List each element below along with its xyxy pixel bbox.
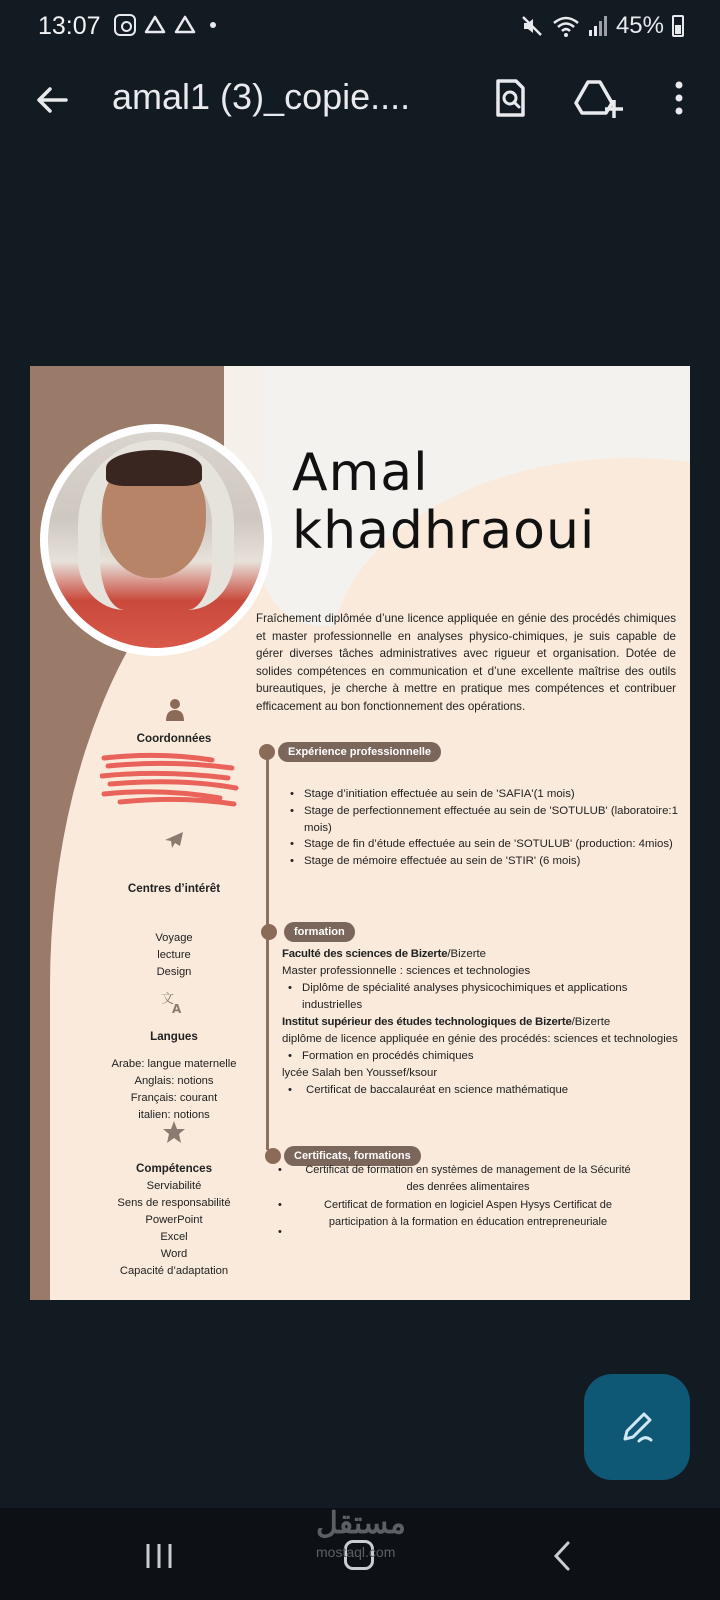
certificates-section: • Certificat de formation en systèmes de management de la Sécurité des denrées alimentaires • Certificat de formation en logiciel Aspen Hysys Certificat de participation à la formation en éducation entrepreneuriale • [278, 1162, 638, 1230]
degree-bullet: • Formation en procédés chimiques [282, 1048, 682, 1065]
experience-heading: Expérience professionnelle [278, 742, 441, 762]
svg-text:A: A [172, 1002, 182, 1014]
edit-pen-icon [617, 1407, 657, 1447]
experience-item: • Stage de perfectionnement effectuée au sein de 'SOTULUB' (laboratoire:1 mois) [290, 803, 680, 837]
interest-item: Design [156, 966, 192, 978]
certificates-heading: Certificats, formations [284, 1146, 421, 1166]
document-title: amal1 (3)_copie.... [112, 76, 411, 117]
coords-heading: Coordonnées [136, 732, 212, 745]
mute-icon [520, 14, 544, 38]
school-name: Institut supérieur des études technologiques de Bizerte [282, 1016, 572, 1028]
interests-heading: Centres d’intérêt [127, 882, 221, 895]
signal-icon [588, 15, 608, 37]
notification-icons [114, 14, 216, 36]
wifi-icon [552, 14, 580, 38]
skills-list [86, 1178, 262, 1280]
svg-text:文: 文 [161, 992, 175, 1007]
battery-percent: 45% [615, 12, 664, 39]
school-1 [282, 946, 682, 963]
drive-icon [174, 14, 196, 36]
skill-item: Word [160, 1248, 188, 1260]
back-button[interactable] [552, 1540, 572, 1572]
school-3: lycée Salah ben Youssef/ksour [282, 1067, 438, 1079]
drive-icon [144, 14, 166, 36]
skill-item: PowerPoint [145, 1214, 203, 1226]
school-location: /Bizerte [571, 1016, 611, 1028]
experience-item: • Stage d’initiation effectuée au sein de 'SAFIA'(1 mois) [290, 786, 680, 803]
certificate-item: • Certificat de formation en systèmes de management de la Sécurité des denrées alimentaires [278, 1164, 631, 1193]
timeline-dot [261, 924, 277, 940]
add-to-drive-icon[interactable] [574, 76, 624, 120]
first-name: Amal [292, 443, 429, 503]
skill-item: Serviabilité [146, 1180, 202, 1192]
interest-item: Voyage [155, 932, 193, 944]
formation-section [282, 946, 682, 1099]
experience-item: • Stage de fin d’étude effectuée au sein de 'SOTULUB' (production: 4mios) [290, 836, 680, 853]
watermark-logo: مستقل [316, 1507, 406, 1540]
degree-text: Master professionnelle : sciences et technologies [282, 965, 531, 977]
last-name: khadhraoui [292, 501, 596, 561]
status-bar [0, 0, 720, 52]
cv-document-page[interactable] [30, 366, 690, 1300]
top-app-bar [0, 60, 720, 140]
languages-list [86, 1056, 262, 1124]
translate-icon [160, 990, 186, 1014]
airplane-icon [162, 828, 186, 852]
skill-item: Capacité d’adaptation [119, 1265, 229, 1277]
instagram-icon [114, 14, 136, 36]
person-icon [165, 698, 185, 722]
degree-bullet: • Certificat de baccalauréat en science mathématique [282, 1082, 682, 1099]
watermark-url: mostaql.com [316, 1544, 396, 1560]
language-item: italien: notions [138, 1109, 210, 1121]
experience-item: • Stage de mémoire effectuée au sein de 'STIR' (6 mois) [290, 853, 680, 870]
battery-icon [672, 15, 684, 37]
full-name [292, 444, 595, 560]
dot-icon [210, 22, 216, 28]
language-item: Arabe: langue maternelle [111, 1058, 237, 1070]
interests-list [86, 930, 262, 981]
recent-apps-button[interactable] [144, 1542, 174, 1570]
experience-list [290, 786, 680, 870]
school-location: /Bizerte [447, 948, 486, 960]
formation-heading: formation [284, 922, 355, 942]
timeline-dot [259, 744, 275, 760]
more-options-icon[interactable] [664, 76, 694, 120]
skills-heading: Compétences [135, 1162, 213, 1175]
degree-text: diplôme de licence appliquée en génie des procédés: sciences et technologies [282, 1033, 678, 1045]
star-icon [162, 1120, 186, 1144]
profile-summary: Fraîchement diplômée d’une licence appliquée en génie des procédés chimiques et master professionnelle en analyses physico-chimiques, je suis capable de gérer diverses tâches administratives avec rigueur et organisation. Dotée de solides compétences en communication et d’une excellente maîtrise des outils bureautiques, je cherche à mettre en pratique mes compétences et contribuer efficacement au bon fonctionnement des opérations. [256, 612, 676, 713]
status-time: 13:07 [38, 12, 101, 40]
interest-item: lecture [157, 949, 191, 961]
languages-heading: Langues [150, 1030, 198, 1043]
certificate-item: • Certificat de formation en logiciel Aspen Hysys Certificat de participation à la formation en éducation entrepreneuriale [278, 1199, 612, 1228]
back-arrow-icon[interactable] [30, 78, 74, 122]
search-document-icon[interactable] [488, 76, 532, 120]
timeline-line [266, 752, 269, 1150]
skill-item: Sens de responsabilité [117, 1197, 231, 1209]
language-item: Français: courant [130, 1092, 218, 1104]
skill-item: Excel [160, 1231, 188, 1243]
degree-bullet: • Diplôme de spécialité analyses physicochimiques et applications industrielles [282, 980, 682, 1014]
profile-photo [48, 432, 264, 648]
school-2 [282, 1014, 682, 1031]
language-item: Anglais: notions [134, 1075, 214, 1087]
edit-fab[interactable] [584, 1374, 690, 1480]
school-name: Faculté des sciences de Bizerte [282, 948, 448, 960]
redaction-scribble [100, 750, 240, 808]
